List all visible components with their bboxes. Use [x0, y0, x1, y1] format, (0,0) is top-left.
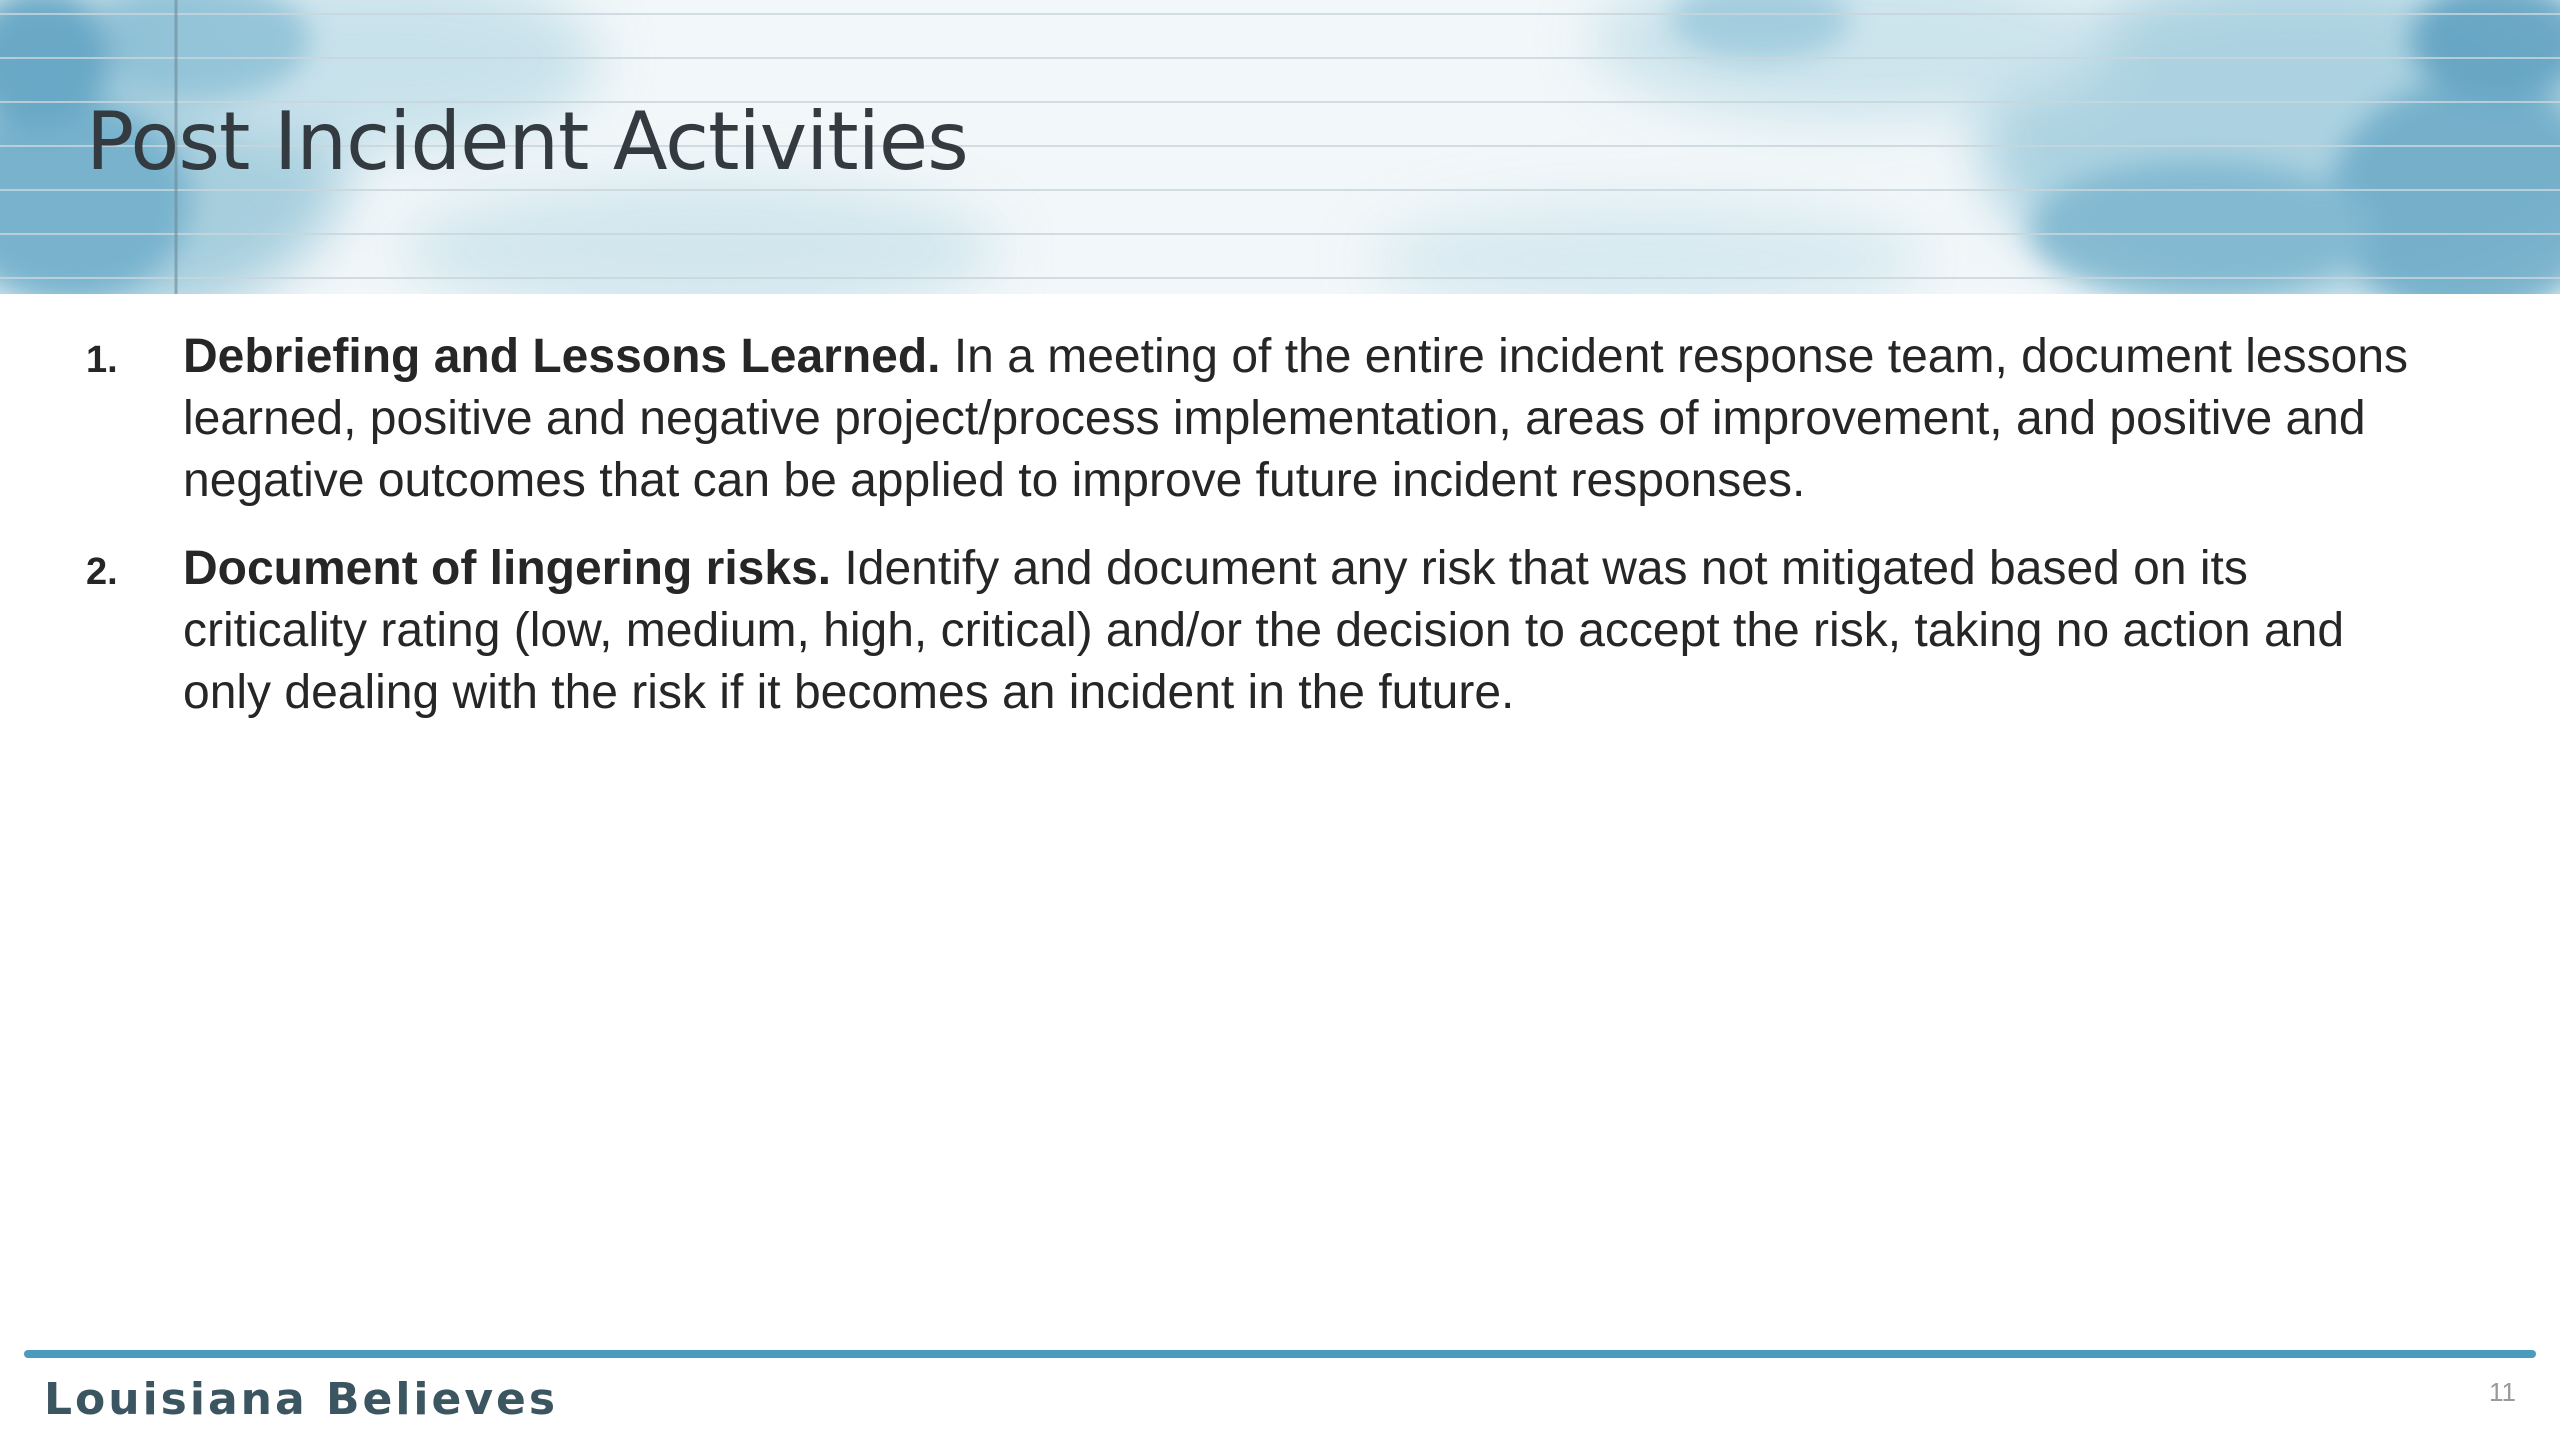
item-number: 2. — [86, 551, 118, 593]
page-number: 11 — [2489, 1377, 2516, 1407]
item-number: 1. — [86, 339, 118, 381]
louisiana-believes-logo: Louisiana Believes — [44, 1374, 559, 1425]
header-banner — [0, 0, 2560, 294]
footer-rule — [24, 1350, 2536, 1358]
content-list — [0, 326, 2560, 750]
slide-title: Post Incident Activities — [86, 95, 968, 188]
item-text: Identify and document any risk that was not mitigated based on its criticality rating (low, medium, high, critical) and/or the decision to accept the risk, taking no action and only dealing with the risk if it becomes an incident in the future. — [183, 542, 2345, 719]
item-heading: Debriefing and Lessons Learned. — [183, 330, 941, 383]
item-text: In a meeting of the entire incident response team, document lessons learned, positive and negative project/process implementation, areas of improvement, and positive and negative outcomes that can be applied to improve future incident responses. — [183, 330, 2409, 507]
list-item — [0, 326, 2560, 512]
item-heading: Document of lingering risks. — [183, 542, 832, 595]
list-item — [0, 538, 2560, 724]
